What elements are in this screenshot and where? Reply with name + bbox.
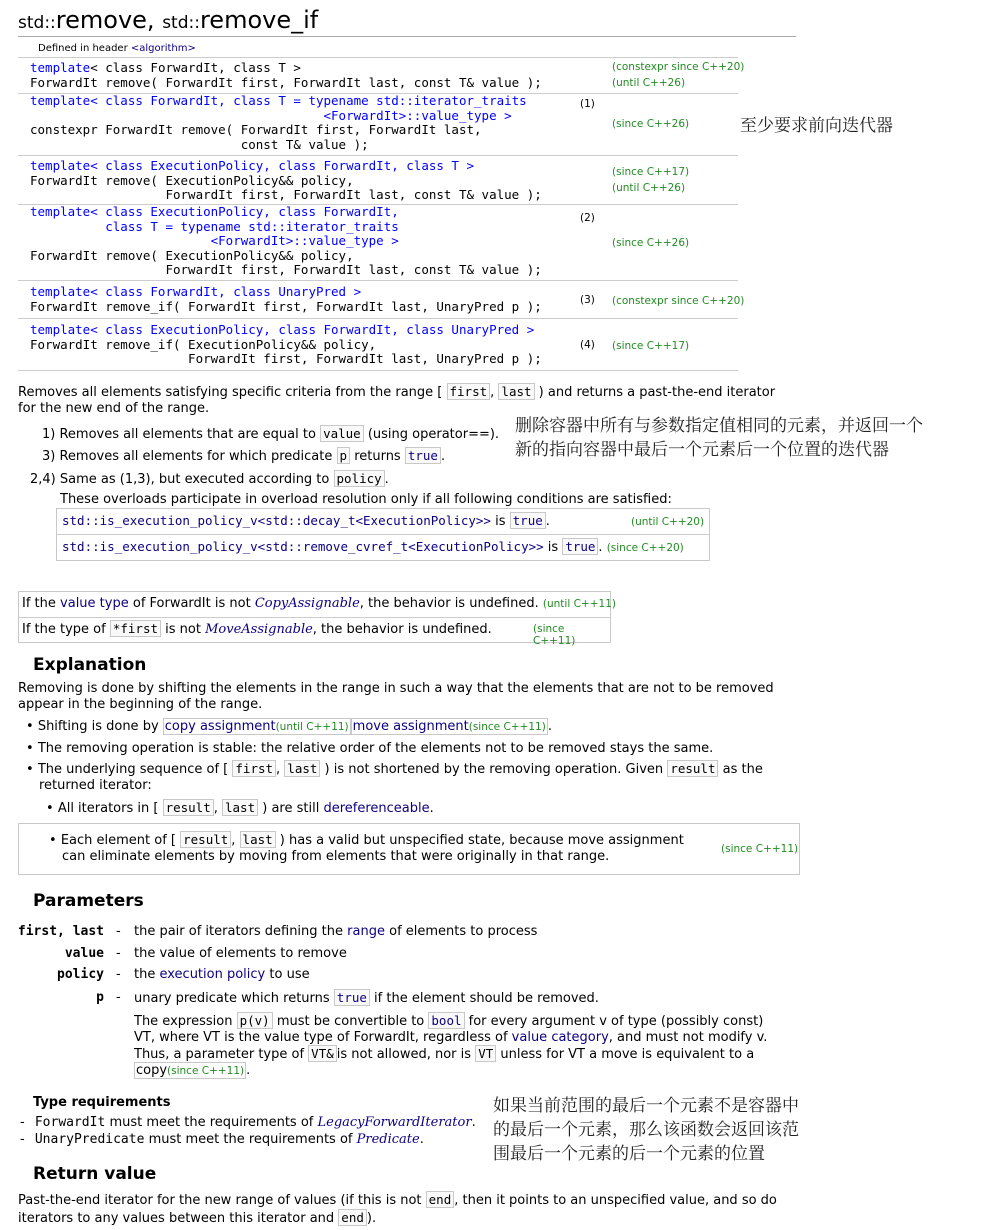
return-l1-pre: Past-the-end iterator for the new range of values (if this is not xyxy=(18,1193,422,1208)
type-req-2-dash: - xyxy=(20,1132,25,1147)
param-3-pre: the xyxy=(134,967,156,982)
param-p-name: p xyxy=(96,990,104,1005)
since-cpp11-box xyxy=(18,823,800,875)
type-req-2 xyxy=(20,1132,424,1147)
title-namespace-2: std:: xyxy=(162,13,200,33)
param-4-pre: unary predicate which returns xyxy=(134,991,330,1006)
bullet-dot-icon: • xyxy=(26,719,34,734)
param-3-post: to use xyxy=(269,967,310,982)
title-namespace-1: std:: xyxy=(18,13,56,33)
intro-text-2: ) and returns a past-the-end iterator xyxy=(538,385,776,400)
version-2a-until: (until C++26) xyxy=(612,182,686,194)
expr-l3-mid: is not allowed, nor is xyxy=(336,1047,472,1062)
parameters-heading: Parameters xyxy=(33,891,144,911)
code-policy: policy xyxy=(334,470,385,487)
version-2b: (since C++26) xyxy=(612,237,690,249)
ub-2-mid: is not xyxy=(165,622,201,637)
decl-2a-line3: ForwardIt first, ForwardIt last, const T& value ); xyxy=(30,187,542,203)
bullet-3-post2: as the xyxy=(722,762,763,777)
sub-bullet-1-mid: ) are still xyxy=(262,801,320,816)
bullet-3-post: ) is not shortened by the removing operation. Given xyxy=(324,762,664,777)
sub-bullet-2-version: (since C++11) xyxy=(721,843,799,855)
decl-2b-line3: <ForwardIt>::value_type > xyxy=(30,233,399,249)
predicate-expression-note xyxy=(134,1013,767,1079)
condition-row-1: std::is_execution_policy_v<std::decay_t<ExecutionPolicy>> is true . xyxy=(62,513,550,529)
version-1a-until: (until C++26) xyxy=(612,77,686,89)
code-first: first xyxy=(447,383,491,400)
conditions-text: These overloads participate in overload resolution only if all following conditions are satisfied: xyxy=(60,492,672,507)
decl-4-line1: template< class ExecutionPolicy, class ForwardIt, class UnaryPred > xyxy=(30,322,535,337)
return-value-text xyxy=(18,1191,777,1227)
decl-2a-line1: template< class ExecutionPolicy, class ForwardIt, class T > xyxy=(30,158,475,173)
return-line-2 xyxy=(18,1209,777,1227)
sub-bullet-2-post: ) has a valid but unspecified state, because move assignment xyxy=(279,833,684,848)
ub-1-mid: of ForwardIt is not xyxy=(132,596,251,611)
expr-mid: must be convertible to xyxy=(276,1014,425,1029)
bullet-1-text: Shifting is done by xyxy=(37,719,159,734)
code-result: result xyxy=(180,831,231,848)
code-end: end xyxy=(426,1191,455,1208)
decl-1a-line2: ForwardIt remove( ForwardIt first, ForwardIt last, const T& value ); xyxy=(30,74,542,90)
decl-remove-2b xyxy=(30,205,542,278)
kw-template: template xyxy=(30,60,91,75)
param-1-pre: the pair of iterators defining the xyxy=(134,924,344,939)
item-24-post: . xyxy=(384,472,389,487)
note-3-line-2: 的最后一个元素，那么该函数会返回该范 xyxy=(493,1120,799,1140)
expr-copy: copy xyxy=(136,1063,168,1078)
code-true: true xyxy=(405,447,441,464)
type-req-1-post: . xyxy=(471,1115,476,1130)
overload-item-2-4 xyxy=(30,471,389,487)
type-req-1 xyxy=(20,1115,476,1130)
condition-1-version: (until C++20) xyxy=(631,516,705,528)
assignment-links xyxy=(163,718,351,735)
decl-2b-line5: ForwardIt first, ForwardIt last, const T& value ); xyxy=(30,262,542,278)
decl-divider-4 xyxy=(18,280,738,281)
bullet-2 xyxy=(26,741,713,756)
decl-1b-line4: const T& value ); xyxy=(30,136,369,152)
decl-4-line3: ForwardIt first, ForwardIt last, UnaryPred p ); xyxy=(30,351,542,367)
condition-2-version: (since C++20) xyxy=(606,542,684,554)
version-1a-constexpr: (constexpr since C++20) xyxy=(612,61,745,73)
sub-bullet-2-line-2: can eliminate elements by moving from elements that were originally in that range. xyxy=(62,849,610,864)
bullet-2-text: The removing operation is stable: the relative order of the elements not to be removed stays the same. xyxy=(37,741,714,756)
version-1b: (since C++26) xyxy=(612,118,690,130)
code-vt-ref: VT& xyxy=(308,1045,337,1062)
bullet-dot-icon: • xyxy=(26,741,34,756)
ub-divider xyxy=(19,617,610,618)
overload-item-1 xyxy=(42,426,499,442)
defined-in-header xyxy=(38,43,196,54)
type-req-1-mid: must meet the requirements of xyxy=(109,1115,314,1130)
param-4-post: if the element should be removed. xyxy=(374,991,599,1006)
code-end: end xyxy=(338,1209,367,1226)
bullet-dot-icon: • xyxy=(49,833,57,848)
condition-2-is: is xyxy=(547,540,559,555)
return-l2-pre: iterators to any values between this iterator and xyxy=(18,1211,335,1226)
expr-line-2 xyxy=(134,1030,767,1046)
decl-2b-line1: template< class ExecutionPolicy, class ForwardIt, xyxy=(30,204,399,219)
sub-bullet-2-text: Each element of [ xyxy=(60,833,176,848)
title-divider xyxy=(18,36,796,37)
note-2-line-2: 新的指向容器中最后一个元素后一个位置的迭代器 xyxy=(515,440,889,460)
decl-remove-1a xyxy=(30,61,542,90)
condition-divider xyxy=(57,534,709,535)
decl-2a-line2: ForwardIt remove( ExecutionPolicy&& policy, xyxy=(30,172,354,188)
ub-row-2 xyxy=(22,621,492,637)
code-result: result xyxy=(163,799,214,816)
bullet-dot-icon: • xyxy=(26,762,34,777)
param-p-desc xyxy=(134,990,599,1006)
code-last: last xyxy=(240,831,276,848)
copyassignable-link[interactable]: CopyAssignable xyxy=(254,596,360,611)
version-2a-since: (since C++17) xyxy=(612,166,690,178)
item-3-text: 3) Removes all elements for which predicate xyxy=(42,449,333,464)
value-category-link[interactable]: value category xyxy=(511,1030,609,1045)
condition-row-2: std::is_execution_policy_v<std::remove_cvref_t<ExecutionPolicy>> is true . (since C++20) xyxy=(62,539,684,555)
note-2-line-1: 删除容器中所有与参数指定值相同的元素，并返回一个 xyxy=(515,416,923,436)
decl-1a-line1: < class ForwardIt, class T > xyxy=(90,60,301,75)
decl-1b-line3: constexpr ForwardIt remove( ForwardIt first, ForwardIt last, xyxy=(30,122,482,138)
copy-assignment-version: (until C++11) xyxy=(275,721,349,733)
decl-3-line1: template< class ForwardIt, class UnaryPred > xyxy=(30,284,362,299)
ub-1-post: , the behavior is undefined. xyxy=(359,596,539,611)
value-type-link[interactable]: value type xyxy=(60,596,129,611)
explanation-paragraph xyxy=(18,681,774,713)
explanation-heading: Explanation xyxy=(33,655,147,675)
return-line-1 xyxy=(18,1191,777,1209)
copy-assignment-link[interactable]: copy assignment xyxy=(164,719,276,734)
execution-policy-link[interactable]: execution policy xyxy=(159,967,266,982)
code-true: true xyxy=(334,989,370,1006)
condition-1-code[interactable]: std::is_execution_policy_v<std::decay_t<ExecutionPolicy>> xyxy=(62,513,491,528)
expr-copy-version: (since C++11) xyxy=(167,1065,245,1077)
return-l1-post: , then it points to an unspecified value, and so do xyxy=(454,1193,777,1208)
item-1-text: 1) Removes all elements that are equal to xyxy=(42,427,316,442)
code-vt: VT xyxy=(475,1045,496,1062)
overload-number-3: (3) xyxy=(580,294,595,306)
decl-divider-0 xyxy=(18,57,738,58)
param-dash-3: - xyxy=(116,967,121,982)
decl-remove-2a xyxy=(30,159,542,203)
intro-text-1: Removes all elements satisfying specific criteria from the range [ xyxy=(18,385,443,400)
move-assignment-link[interactable]: move assignment xyxy=(352,719,469,734)
return-value-heading: Return value xyxy=(33,1164,157,1184)
page-title xyxy=(18,6,318,34)
decl-remove-if-4 xyxy=(30,323,542,367)
title-remove-if: remove_if xyxy=(199,6,319,34)
expr-l4-post: . xyxy=(246,1063,251,1078)
condition-1-true: true xyxy=(510,512,546,529)
move-assignment-box xyxy=(351,718,548,735)
description-intro xyxy=(18,384,788,417)
param-policy-name: policy xyxy=(57,967,104,982)
code-last: last xyxy=(284,760,320,777)
item-1-post: (using operator==). xyxy=(367,427,500,442)
param-first-last-name: first, last xyxy=(17,924,104,939)
condition-1-is: is xyxy=(495,514,506,529)
note-3-line-3: 围最后一个元素的后一个元素的位置 xyxy=(493,1144,765,1164)
item-3-mid: returns xyxy=(354,449,401,464)
code-deref-first: *first xyxy=(110,620,161,637)
title-remove: remove xyxy=(55,6,147,34)
bullet-3-text: The underlying sequence of [ xyxy=(37,762,229,777)
range-link[interactable]: range xyxy=(347,924,385,939)
condition-2-true: true xyxy=(562,538,598,555)
legacy-forward-iterator-link[interactable]: LegacyForwardIterator xyxy=(317,1115,472,1130)
bullet-3: • The underlying sequence of [ first , last ) is not shortened by the removing operation. Given result as the returned iterator: xyxy=(26,761,763,793)
param-dash-4: - xyxy=(116,990,121,1005)
expr-line-1 xyxy=(134,1013,767,1030)
param-dash-1: - xyxy=(116,924,121,939)
param-1-post: of elements to process xyxy=(389,924,538,939)
note-3-line-1: 如果当前范围的最后一个元素不是容器中 xyxy=(493,1096,799,1116)
expr-l3-pre: Thus, a parameter type of xyxy=(134,1047,305,1062)
sub-bullet-1-post: . xyxy=(429,801,434,816)
condition-2-code[interactable]: std::is_execution_policy_v<std::remove_cvref_t<ExecutionPolicy>> xyxy=(62,539,544,554)
note-forward-iterator: 至少要求前向迭代器 xyxy=(740,116,893,136)
decl-3-line2: ForwardIt remove_if( ForwardIt first, ForwardIt last, UnaryPred p ); xyxy=(30,298,542,314)
bullet-dot-icon: • xyxy=(46,801,54,816)
decl-remove-1b xyxy=(30,94,527,152)
note-return-position xyxy=(493,1094,799,1166)
param-value-desc: the value of elements to remove xyxy=(134,946,347,961)
sub-bullet-1-text: All iterators in [ xyxy=(57,801,159,816)
decl-1b-line1: template< class ForwardIt, class T = typename std::iterator_traits xyxy=(30,93,527,108)
code-p: p xyxy=(337,447,351,464)
expr-line-3 xyxy=(134,1046,767,1063)
defined-in-label: Defined in header xyxy=(38,43,131,54)
type-requirements-heading: Type requirements xyxy=(33,1095,171,1110)
overload-number-4: (4) xyxy=(580,339,595,351)
overload-number-2: (2) xyxy=(580,212,595,224)
moveassignable-link[interactable]: MoveAssignable xyxy=(205,622,313,637)
decl-divider-2 xyxy=(18,155,738,156)
header-algorithm-link[interactable]: <algorithm> xyxy=(130,43,196,54)
param-first-last-desc xyxy=(134,924,537,939)
copy-box xyxy=(134,1062,246,1079)
bullet-1 xyxy=(26,719,552,734)
sub-bullet-1: • All iterators in [ result , last ) are still dereferenceable. xyxy=(46,800,434,816)
move-assignment-version: (since C++11) xyxy=(468,721,546,733)
type-req-2-post: . xyxy=(419,1132,424,1147)
ub-2-pre: If the type of xyxy=(22,622,106,637)
explanation-line-1: Removing is done by shifting the elements in the range in such a way that the elements that are not to be removed xyxy=(18,681,774,696)
item-3-post: . xyxy=(440,449,446,464)
decl-divider-5 xyxy=(18,318,738,319)
code-unarypredicate: UnaryPredicate xyxy=(34,1132,145,1147)
code-p-v: p(v) xyxy=(237,1012,273,1029)
decl-remove-if-3 xyxy=(30,285,542,314)
code-value: value xyxy=(320,425,364,442)
type-req-2-mid: must meet the requirements of xyxy=(148,1132,353,1147)
decl-2b-line2: class T = typename std::iterator_traits xyxy=(30,218,399,234)
ub-2-version: (since C++11) xyxy=(533,623,576,647)
code-bool[interactable]: bool xyxy=(428,1012,464,1029)
type-req-1-dash: - xyxy=(20,1115,25,1130)
decl-2b-line4: ForwardIt remove( ExecutionPolicy&& policy, xyxy=(30,247,354,263)
version-4: (since C++17) xyxy=(612,340,690,352)
bullet-3-line-2: returned iterator: xyxy=(39,778,152,793)
code-last: last xyxy=(498,383,534,400)
intro-text-3: for the new end of the range. xyxy=(18,401,210,416)
param-policy-desc xyxy=(134,967,310,982)
overload-item-3 xyxy=(42,448,445,464)
note-remove-description xyxy=(515,414,923,462)
explanation-line-2: appear in the beginning of the range. xyxy=(18,697,263,712)
return-l2-post: ). xyxy=(366,1211,377,1226)
decl-divider-6 xyxy=(18,370,738,371)
expr-pre: The expression xyxy=(134,1014,233,1029)
code-result: result xyxy=(667,760,718,777)
title-separator: , xyxy=(146,6,163,34)
undefined-behavior-box xyxy=(18,591,616,647)
dereferenceable-link[interactable]: dereferenceable xyxy=(323,801,430,816)
expr-l2-post: , and must not modify v. xyxy=(608,1030,768,1045)
code-forwardit: ForwardIt xyxy=(34,1115,106,1130)
param-value-name: value xyxy=(64,946,104,961)
ub-1-version: (until C++11) xyxy=(542,598,616,610)
expr-l3-post: unless for VT a move is equivalent to a xyxy=(500,1047,755,1062)
conditions-box xyxy=(56,508,710,561)
code-last: last xyxy=(222,799,258,816)
ub-1-pre: If the xyxy=(22,596,56,611)
sub-bullet-2: • Each element of [ result , last ) has a valid but unspecified state, because move assignment can eliminate elements by moving from elements that were originally in that range. xyxy=(49,832,684,864)
item-24-text: 2,4) Same as (1,3), but executed according to xyxy=(30,472,330,487)
intro-comma: , xyxy=(490,385,495,400)
expr-l2-pre: VT, where VT is the value type of ForwardIt, regardless of xyxy=(134,1030,508,1045)
expr-post: for every argument v of type (possibly const) xyxy=(468,1014,764,1029)
predicate-link[interactable]: Predicate xyxy=(356,1132,420,1147)
code-first: first xyxy=(232,760,276,777)
version-3: (constexpr since C++20) xyxy=(612,295,745,307)
expr-line-4 xyxy=(134,1063,767,1079)
decl-1b-line2: <ForwardIt>::value_type > xyxy=(30,107,512,123)
overload-number-1: (1) xyxy=(580,98,595,110)
ub-row-1 xyxy=(22,596,616,611)
param-dash-2: - xyxy=(116,946,121,961)
ub-2-post: , the behavior is undefined. xyxy=(312,622,492,637)
bullet-1-post: . xyxy=(547,719,552,734)
decl-4-line2: ForwardIt remove_if( ExecutionPolicy&& policy, xyxy=(30,336,377,352)
